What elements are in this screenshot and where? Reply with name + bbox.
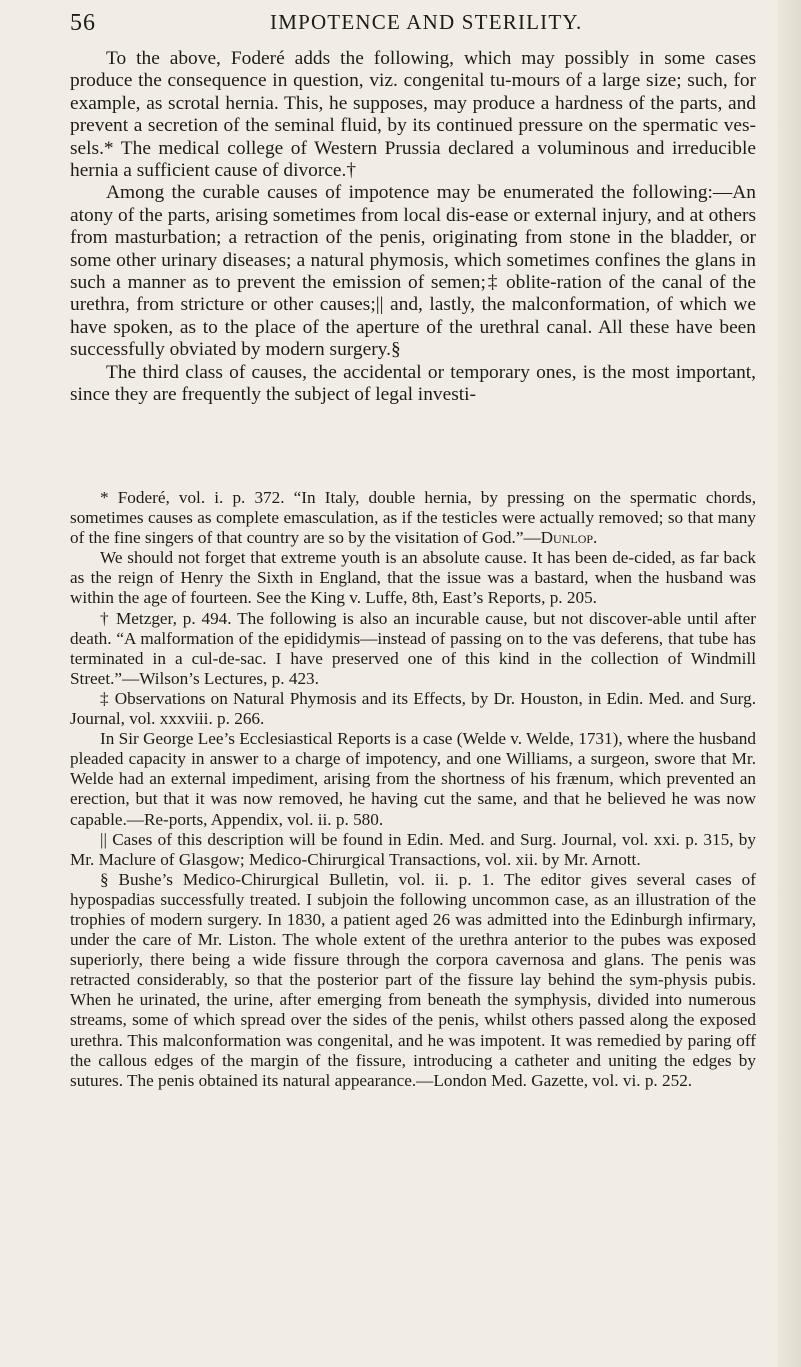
body-paragraph: To the above, Foderé adds the following, which may possibly in some cases produce the consequence in question, viz. congenital tu-mours of a large size; such, for example, as scrotal hernia. This, he supposes, may produce a hardness of the parts, and prevent a secretion of the seminal fluid, by its continued pressure on the spermatic ves-sels.* The medical college of Western Prussia declared a voluminous and irreducible hernia a sufficient cause of divorce.† <box>70 48 756 182</box>
footnote: || Cases of this description will be found in Edin. Med. and Surg. Journal, vol. xxi. p. 315, by Mr. Maclure of Glasgow; Medico-Chirurgical Transactions, vol. xii. by Mr. Arnott. <box>70 829 756 869</box>
footnote: We should not forget that extreme youth is an absolute cause. It has been de-cided, as far back as the reign of Henry the Sixth in England, that the issue was a bastard, when the husband was within the age of fourteen. See the King v. Luffe, 8th, East’s Reports, p. 205. <box>70 548 756 608</box>
body-paragraph: Among the curable causes of impotence may be enumerated the following:—An atony of the parts, arising sometimes from local dis-ease or external injury, and at others from masturbation; a retraction of the penis, originating from stone in the bladder, or some other urinary diseases; a natural phymosis, which sometimes confines the glans in such a manner as to prevent the emission of semen;‡ oblite-ration of the canal of the urethra, from stricture or other causes;|| and, lastly, the malconformation, of which we have spoken, as to the place of the aperture of the urethral canal. All these have been successfully obviated by modern surgery.§ <box>70 182 756 361</box>
page-number: 56 <box>70 10 96 36</box>
footnote: § Bushe’s Medico-Chirurgical Bulletin, vol. ii. p. 1. The editor gives several cases of hypospadias successfully treated. I subjoin the following uncommon case, as an illustration of the trophies of modern surgery. In 1830, a patient aged 26 was admitted into the Edinburgh infirmary, under the care of Mr. Liston. The whole extent of the urethra anterior to the pubes was exposed superiorly, there being a wide fissure through the corpora cavernosa and glans. The penis was retracted considerably, so that the posterior part of the fissure lay behind the sym-physis pubis. When he urinated, the urine, after emerging from beneath the symphysis, divided into numerous streams, some of which spread over the sides of the penis, whilst others passed along the exposed urethra. This malconformation was congenital, and he was impotent. It was remedied by paring off the callous edges of the margin of the fissure, introducing a catheter and uniting the edges by sutures. The penis obtained its natural appearance.—London Med. Gazette, vol. vi. p. 252. <box>70 869 756 1090</box>
page-edge <box>777 0 801 1367</box>
body-paragraph: The third class of causes, the accidental or temporary ones, is the most important, since they are frequently the subject of legal investi- <box>70 361 756 406</box>
running-header <box>70 8 750 38</box>
footnote <box>70 488 756 548</box>
footnote: In Sir George Lee’s Ecclesiastical Reports is a case (Welde v. Welde, 1731), where the husband pleaded capacity in answer to a charge of impotency, and one Williams, a surgeon, swore that Mr. Welde had an external impediment, arising from the shortness of his frænum, which prevented an erection, but that it was now removed, he having cut the same, and that he believed he was now capable.—Re-ports, Appendix, vol. ii. p. 580. <box>70 729 756 829</box>
running-title: IMPOTENCE AND STERILITY. <box>270 10 583 34</box>
footnote-text: * Foderé, vol. i. p. 372. “In Italy, double hernia, by pressing on the spermatic chords, sometimes causes as complete emasculation, as if the testicles were actually removed; so that many of the fine singers of that country are so by the visitation of God.”— <box>70 488 756 548</box>
footnote: † Metzger, p. 494. The following is also an incurable cause, but not discover-able until after death. “A malformation of the epididymis—instead of passing on to the vas deferens, that tube has terminated in a cul-de-sac. I have preserved one of this kind in the collection of Windmill Street.”—Wilson’s Lectures, p. 423. <box>70 608 756 688</box>
footnote: ‡ Observations on Natural Phymosis and its Effects, by Dr. Houston, in Edin. Med. and Surg. Journal, vol. xxxviii. p. 266. <box>70 688 756 729</box>
main-text <box>70 48 756 407</box>
footnotes <box>70 488 756 1091</box>
footnote-signature: Dunlop. <box>540 528 598 548</box>
